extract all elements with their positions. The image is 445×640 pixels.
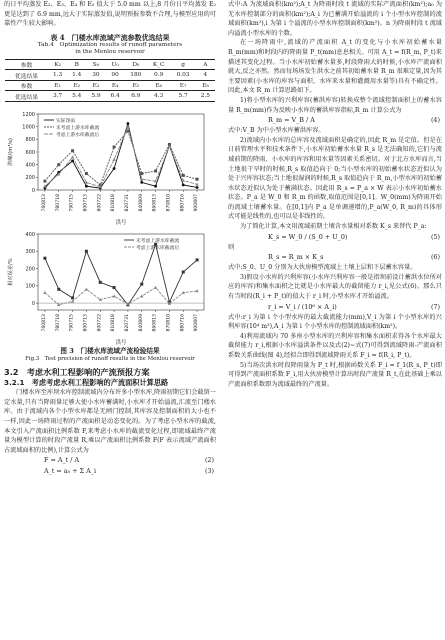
section-3-2-1-heading: 3.2.1 考虑考虑水利工程影响的产流面积计算思路 (4, 378, 169, 388)
table-cell: 1.4 (67, 70, 86, 81)
data-point (196, 186, 199, 189)
definitions-paragraph: 式中:A 为流域面积(km²);A_t 为降雨时段 t 流域的实际产流面积(km²);a₀ 为无水库控制部分的面积(km²);A_i 为已蓄满开始溢流的 i 个小型水库控制的流域面积(km²),i 为第 i 个溢流的小型水库控制面积(km²)。n 为降雨时段 t 流域内溢流小型水库的个数。 (228, 1, 442, 37)
table-cell: 1.3 (48, 70, 67, 81)
table-cell: 6.9 (125, 91, 147, 102)
equation-2-number: (2) (204, 456, 214, 465)
data-point (85, 250, 88, 253)
y-tick-label: 0 (31, 187, 35, 194)
x-tick-label: 800722 (97, 193, 103, 212)
data-point (140, 294, 143, 297)
y-tick-label: 400 (25, 162, 35, 169)
data-point (71, 155, 74, 158)
data-point (43, 291, 46, 294)
section-body-paragraph: 门楼水库至库坝水库控制流域内分布许多小型水库,降雨初期它们会截留一定水量,只有当降雨量足够大使小水库蓄满时,小水库才开始溢流,汇流至门楼水库。由于流域内各个小型水库都是无闸门控制,其库容及控制面积的大小也不一样,因此一场降雨过程的产流面积是动态变化的。为了考虑小型水库的截流,本文引入产流面积比例系数 F,来考虑小水库的截流变化过程,即流域最终产流量为模型计算的时段产流量 R,乘以产流面积比例系数 F(F 表示流域产流面积占流域面积的比例),计算公式为 (4, 389, 216, 454)
section-3-2-heading: 3.2 考虑水利工程影响的产流预报方案 (4, 367, 150, 378)
legend-label: 实际净雨 (56, 118, 76, 124)
data-point (43, 256, 46, 259)
table-cell: 5.7 (170, 91, 195, 102)
right-column (228, 0, 442, 389)
equation-5 (228, 232, 442, 243)
x-tick-label: 820731 (124, 313, 130, 332)
x-tick-label: 820731 (124, 193, 130, 212)
table4-title-en: Tab.4 Optimization results of runoff parameters (37, 41, 183, 48)
x-tick-label: 800713 (83, 193, 89, 212)
equation-4-text: R_m = V_B / A (268, 116, 315, 125)
step2-paragraph: 2)流域内小水库的总库容及流域面积是确定的,因此 R_m 是定值。但是在日前管理水平和技术条件下,小水库初始蓄水水量 R_s 是无法确知的,它们与流域前期的降雨、小水库的库容和用水量等因素关系密切。对于北方水库而言,当土地很干旱时的时候,R_s 取值趋向于 0;当小型水库的初始蓄水状态近似认为处于兴库容状态;当土地很湿润的时候,R_s 取值趋向于 R_m,小型水库的初始蓄水状态近似认为处于蓄满状态。因此用 R_s = P_a × W 表示小水库初始蓄水状态。P_a 是 W_0 和 R_m 的函数,取值范围是[0,1]。W_0(mm)为降雨开始的流域土壤蓄水量。在[0,1]内 P_a 是单调递增的,P_a(W_0, R_m)的具体形式可能是线性的,也可以是非线性的。 (228, 136, 442, 221)
x-tick-label: 800713 (83, 313, 89, 332)
data-point (154, 169, 157, 172)
y-tick-label: 200 (25, 174, 35, 181)
fig3-caption: 图 3 门楼水库流域产流检验结果 (60, 346, 160, 355)
y-tick-label: 800 (25, 136, 35, 143)
table-cell: 参数 (5, 80, 48, 91)
table-cell: K_C (147, 59, 170, 70)
table-cell: 4 (196, 70, 215, 81)
x-tick-label: 810818 (111, 193, 117, 212)
intro-paragraph: 的日平均蒸发 E₂、E₃、E₄ 和 E₅ 值大于 5.0 mm 以上,8 月份日平均蒸发 E₂ 更是达到了 6.9 mm,远大于实际蒸发值,说明预报参数不合理,与模型应用的可靠性产生较大影响。 (4, 1, 216, 28)
y-tick-label: 300 (25, 248, 35, 255)
table-cell: E₃ (86, 80, 105, 91)
legend-label: 未考虑上游水库截流 (136, 238, 180, 244)
step3-paragraph: 3)假设小水库的兴利库容(小水库兴利库容一般是指坝前设计蓄洪水位所对应的库容)和集水面积之比就是小水库最大的截留能力 r_i,见公式(6)。那么只有当时段(R_i + P_t)的值大于 r_i 时,小型水库才开始溢流。 (228, 273, 442, 301)
table-cell: 3.7 (48, 91, 67, 102)
table-cell: 优选结果 (5, 70, 48, 81)
table-cell: E₅ (125, 80, 147, 91)
legend-label: 考虑上游水库截流后 (136, 245, 180, 251)
y-axis-label: 相对误差/% (8, 258, 14, 286)
table-cell: D₀ (125, 59, 147, 70)
x-tick-label: 860813 (152, 313, 158, 332)
table-cell: 0.03 (170, 70, 195, 81)
data-point (112, 294, 115, 297)
x-axis-label: 洪号 (115, 339, 127, 346)
equation-5-number: (5) (430, 232, 440, 241)
data-point (182, 183, 185, 186)
equation-5-text: K_s = W_0 / (S_0 + U_0) (268, 232, 348, 241)
eq4-explanation: 式中:V_B 为中小型水库蓄洪库容。 (228, 127, 325, 135)
data-point (112, 158, 115, 161)
data-point (154, 286, 157, 289)
table-cell: 180 (125, 70, 147, 81)
table-cell: 5.9 (86, 91, 105, 102)
table-cell: U₀ (106, 59, 125, 70)
x-tick-label: 840809 (138, 193, 144, 212)
y-tick-label: 1200 (22, 111, 35, 118)
table-cell: 6.4 (106, 91, 125, 102)
data-point (85, 287, 88, 290)
table-cell: E₆ (147, 80, 170, 91)
equation-7-text: r_i = V_i / (10⁶ × A_i) (268, 302, 337, 311)
x-axis-label: 洪号 (115, 219, 127, 226)
data-point (99, 281, 102, 284)
x-tick-label: 900807 (194, 313, 200, 332)
x-tick-label: 870810 (166, 313, 172, 332)
table-row (5, 80, 215, 91)
x-tick-label: 870810 (166, 193, 172, 212)
x-tick-label: 760813 (41, 193, 47, 212)
series-line (45, 244, 197, 304)
parameter-table (5, 59, 215, 102)
table-cell: 5.4 (67, 91, 86, 102)
x-tick-label: 900807 (194, 193, 200, 212)
data-point (140, 181, 143, 184)
data-point (71, 159, 74, 162)
eq7-explanation: 式中:r_i 为第 i 个小型水库的最大截流能力(mm),V_i 为第 i 个小型水库的兴利库容(10⁴ m³),A_i 为第 i 个小型水库的控制流域面积(km²)。 (228, 313, 442, 331)
simplify-paragraph: 为了简化计算,本文用流域前期土壤含水量相对系数 K_s 来替代 P_a: (240, 223, 427, 231)
x-tick-label: 800722 (97, 313, 103, 332)
table-row (5, 91, 215, 102)
equation-3 (4, 466, 216, 477)
x-tick-label: 780718 (55, 193, 61, 212)
equation-6-text: R_s = R_m × K_s (268, 253, 324, 262)
data-point (113, 167, 116, 170)
table-cell: 30 (86, 70, 105, 81)
data-point (154, 185, 157, 188)
equation-4-number: (4) (430, 116, 440, 125)
equation-3-number: (3) (204, 467, 214, 476)
x-tick-label: 760813 (41, 313, 47, 332)
data-point (140, 282, 143, 285)
x-tick-label: 880716 (180, 193, 186, 212)
step5-paragraph: 5)当场次洪水时段降雨量为 P_t 时,根据函数关系 F_i = f_1(R_s, P_t)即可得到产流面积系数 F_i,用大伙房模型计算出时段产流量 R_t,在此基础上乘以产流面积系数即为流域最终的产流量。 (228, 361, 442, 388)
x-tick-label: 840809 (138, 313, 144, 332)
equation-3-text: A_t = a₀ + Σ A_i (44, 467, 96, 476)
x-tick-label: 790715 (69, 313, 75, 332)
x-tick-label: 780718 (55, 313, 61, 332)
y-tick-label: 100 (25, 283, 35, 290)
table-cell: E₂ (67, 80, 86, 91)
table-cell: S₀ (86, 59, 105, 70)
equation-2-text: F = A_t / A (44, 456, 80, 465)
table-cell: E₈ (196, 80, 215, 91)
x-tick-label: 790715 (69, 193, 75, 212)
table-cell: 优选结果 (5, 91, 48, 102)
table4-title: 表 4 门楼水库流域产流参数优选结果 (50, 32, 170, 42)
table-cell: E₇ (170, 80, 195, 91)
table-row (5, 59, 215, 70)
y-tick-label: 600 (25, 149, 35, 156)
data-point (127, 122, 130, 125)
data-point (71, 149, 74, 152)
data-point (57, 163, 60, 166)
y-tick-label: 0 (31, 300, 35, 307)
step4-paragraph: 4)利用流域内 70 多座小型水库的兴利库容和集水面积求得各个水库最大截留能力 r_i,根据小水库溢洪条件以及式(2)~式(7)可得到流域降雨-产流面积系数关系曲线(图 4),经拟合即得到流域降雨关系 F_i = f(R_i, P_t)。 (228, 332, 442, 359)
area-change-paragraph: 在一场降雨中,流域的产流面积 A_t 的变化与小水库初始蓄水量 R_m(mm)和时段内的降雨量 P_t(mm)息息相关。可用 A_t = f(R_m, P_t)来描述其变化过程。当小水库初始蓄水量多,时段降雨大的时候,小水库产流面积就大,反之亦然。然而每场场发生洪水之前其初始蓄水量 R_m 很难定量,因为其主要因素(小水库的库容与面积、水库来水量和灌溉用水量等)具有不确定性。因此,本文 R_m 计算思路如下。 (228, 39, 442, 95)
data-point (182, 270, 185, 273)
data-point (43, 179, 46, 182)
step1-paragraph: 1)将小型水库的兴利库容(蓄洪库容)转换成整个流域控制面积上的蓄水容量 R_m(mm)作为反映小水库的蓄洪库容指标,R_m 计算公式为 (228, 96, 442, 114)
table4-title-en-2: in the Menlou reservoir (75, 49, 145, 56)
legend-label: 考虑上游水库截流后 (56, 132, 100, 138)
data-point (196, 258, 199, 261)
legend-label: 未考虑上游水库截流 (56, 125, 100, 131)
table-cell: g (170, 59, 195, 70)
y-tick-label: 400 (25, 231, 35, 238)
table-cell: 参数 (5, 59, 48, 70)
data-point (85, 172, 88, 175)
fig3-caption-en: Fig.3 Test precision of runoff results in the Menlou reservoir (25, 355, 195, 362)
equation-2 (4, 455, 216, 466)
table-cell: 0.9 (147, 70, 170, 81)
runoff-chart (4, 106, 216, 226)
then-label: 则 (228, 243, 235, 251)
data-point (182, 174, 185, 177)
left-column (4, 0, 216, 477)
data-point (71, 296, 74, 299)
table-cell: A (196, 59, 215, 70)
y-tick-label: 1000 (22, 124, 35, 131)
table-cell: K₂ (48, 59, 67, 70)
table-cell: 90 (106, 70, 125, 81)
data-point (57, 288, 60, 291)
data-point (85, 185, 88, 188)
y-axis-label: 洪峰/(m³/s) (8, 137, 14, 166)
x-tick-label: 810818 (111, 313, 117, 332)
eq6-explanation: 式中:S_0、U_0 分别为大伙房模型流域上土壤上层和下层蓄水容量。 (228, 264, 417, 272)
data-point (196, 178, 199, 181)
table-row (5, 70, 215, 81)
equation-7 (228, 302, 442, 313)
table-cell: B (67, 59, 86, 70)
table-cell: E₄ (106, 80, 125, 91)
equation-6 (228, 252, 442, 263)
x-tick-label: 880716 (180, 313, 186, 332)
data-point (113, 286, 116, 289)
data-point (113, 145, 116, 148)
x-tick-label: 860813 (152, 193, 158, 212)
equation-4 (228, 115, 442, 126)
y-tick-label: 200 (25, 266, 35, 273)
table-cell: 4.3 (147, 91, 170, 102)
error-chart (4, 226, 216, 346)
equation-6-number: (6) (430, 253, 440, 262)
table-cell: 2.5 (196, 91, 215, 102)
table-cell: E₁ (48, 80, 67, 91)
equation-7-number: (7) (430, 302, 440, 311)
